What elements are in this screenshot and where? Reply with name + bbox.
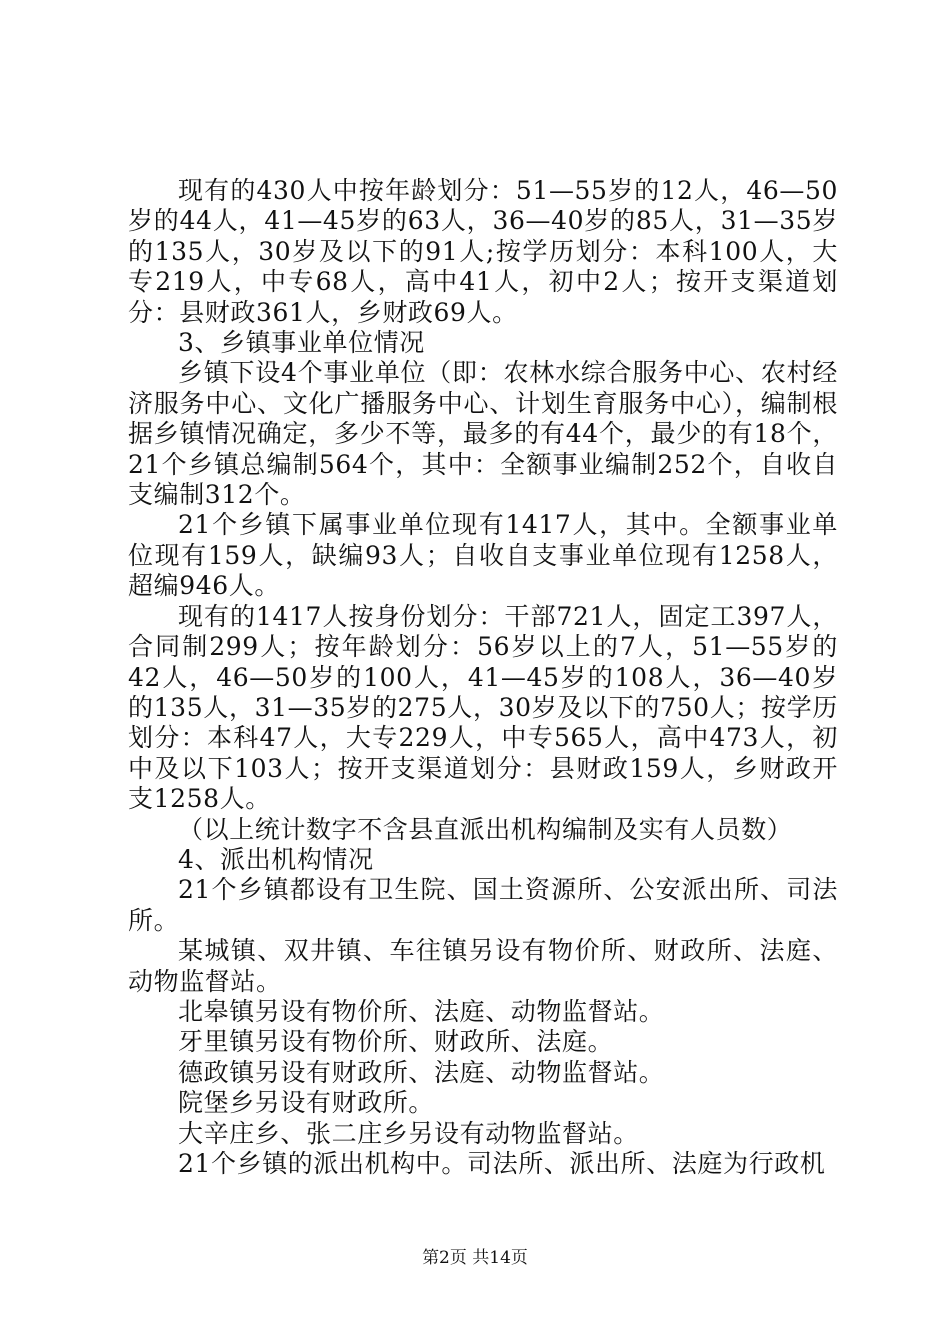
section-heading-public-institutions: 3、乡镇事业单位情况 — [178, 328, 425, 358]
paragraph-yali-agencies: 牙里镇另设有物价所、财政所、法庭。 — [178, 1027, 614, 1057]
paragraph-agency-classification: 21个乡镇的派出机构中。司法所、派出所、法庭为行政机 — [178, 1149, 826, 1178]
paragraph-dezheng-agencies: 德政镇另设有财政所、法庭、动物监督站。 — [178, 1057, 665, 1087]
paragraph-institution-setup: 乡镇下设4个事业单位（即：农林水综合服务中心、农村经济服务中心、文化广播服务中心、计划生育服务中心），编制根据乡镇情况确定，多少不等，最多的有44个，最少的有18个，21个乡镇总编制564个，其中：全额事业编制252个，自收自支编制312个。 — [128, 358, 838, 510]
paragraph-beigao-agencies: 北皋镇另设有物价所、法庭、动物监督站。 — [178, 996, 665, 1026]
document-body — [128, 176, 838, 1179]
paragraph-yuanbao-agencies: 院堡乡另设有财政所。 — [178, 1088, 435, 1118]
paragraph-institution-staff: 21个乡镇下属事业单位现有1417人，其中。全额事业单位现有159人，缺编93人；自收自支事业单位现有1258人，超编946人。 — [128, 510, 838, 601]
paragraph-age-education-breakdown: 现有的430人中按年龄划分：51—55岁的12人，46—50岁的44人，41—45岁的63人，36—40岁的85人，31—35岁的135人，30岁及以下的91人;按学历划分：本科100人，大专219人，中专68人，高中41人，初中2人；按开支渠道划分：县财政361人，乡财政69人。 — [128, 176, 838, 327]
paragraph-common-agencies: 21个乡镇都设有卫生院、国土资源所、公安派出所、司法所。 — [128, 875, 838, 935]
paragraph-town-group-agencies: 某城镇、双井镇、车往镇另设有物价所、财政所、法庭、动物监督站。 — [128, 936, 838, 996]
paragraph-note: （以上统计数字不含县直派出机构编制及实有人员数） — [178, 814, 793, 844]
page-number-footer: 第2页 共14页 — [422, 1248, 528, 1268]
section-heading-dispatched-agencies: 4、派出机构情况 — [178, 844, 374, 874]
paragraph-daxinzhuang-agencies: 大辛庄乡、张二庄乡另设有动物监督站。 — [178, 1118, 639, 1148]
paragraph-staff-breakdown: 现有的1417人按身份划分：干部721人，固定工397人，合同制299人；按年龄划分：56岁以上的7人，51—55岁的42人，46—50岁的100人，41—45岁的108人，36—40岁的135人，31—35岁的275人，30岁及以下的750人；按学历划分：本科47人，大专229人，中专565人，高中473人，初中及以下103人；按开支渠道划分：县财政159人，乡财政开支1258人。 — [128, 601, 838, 814]
